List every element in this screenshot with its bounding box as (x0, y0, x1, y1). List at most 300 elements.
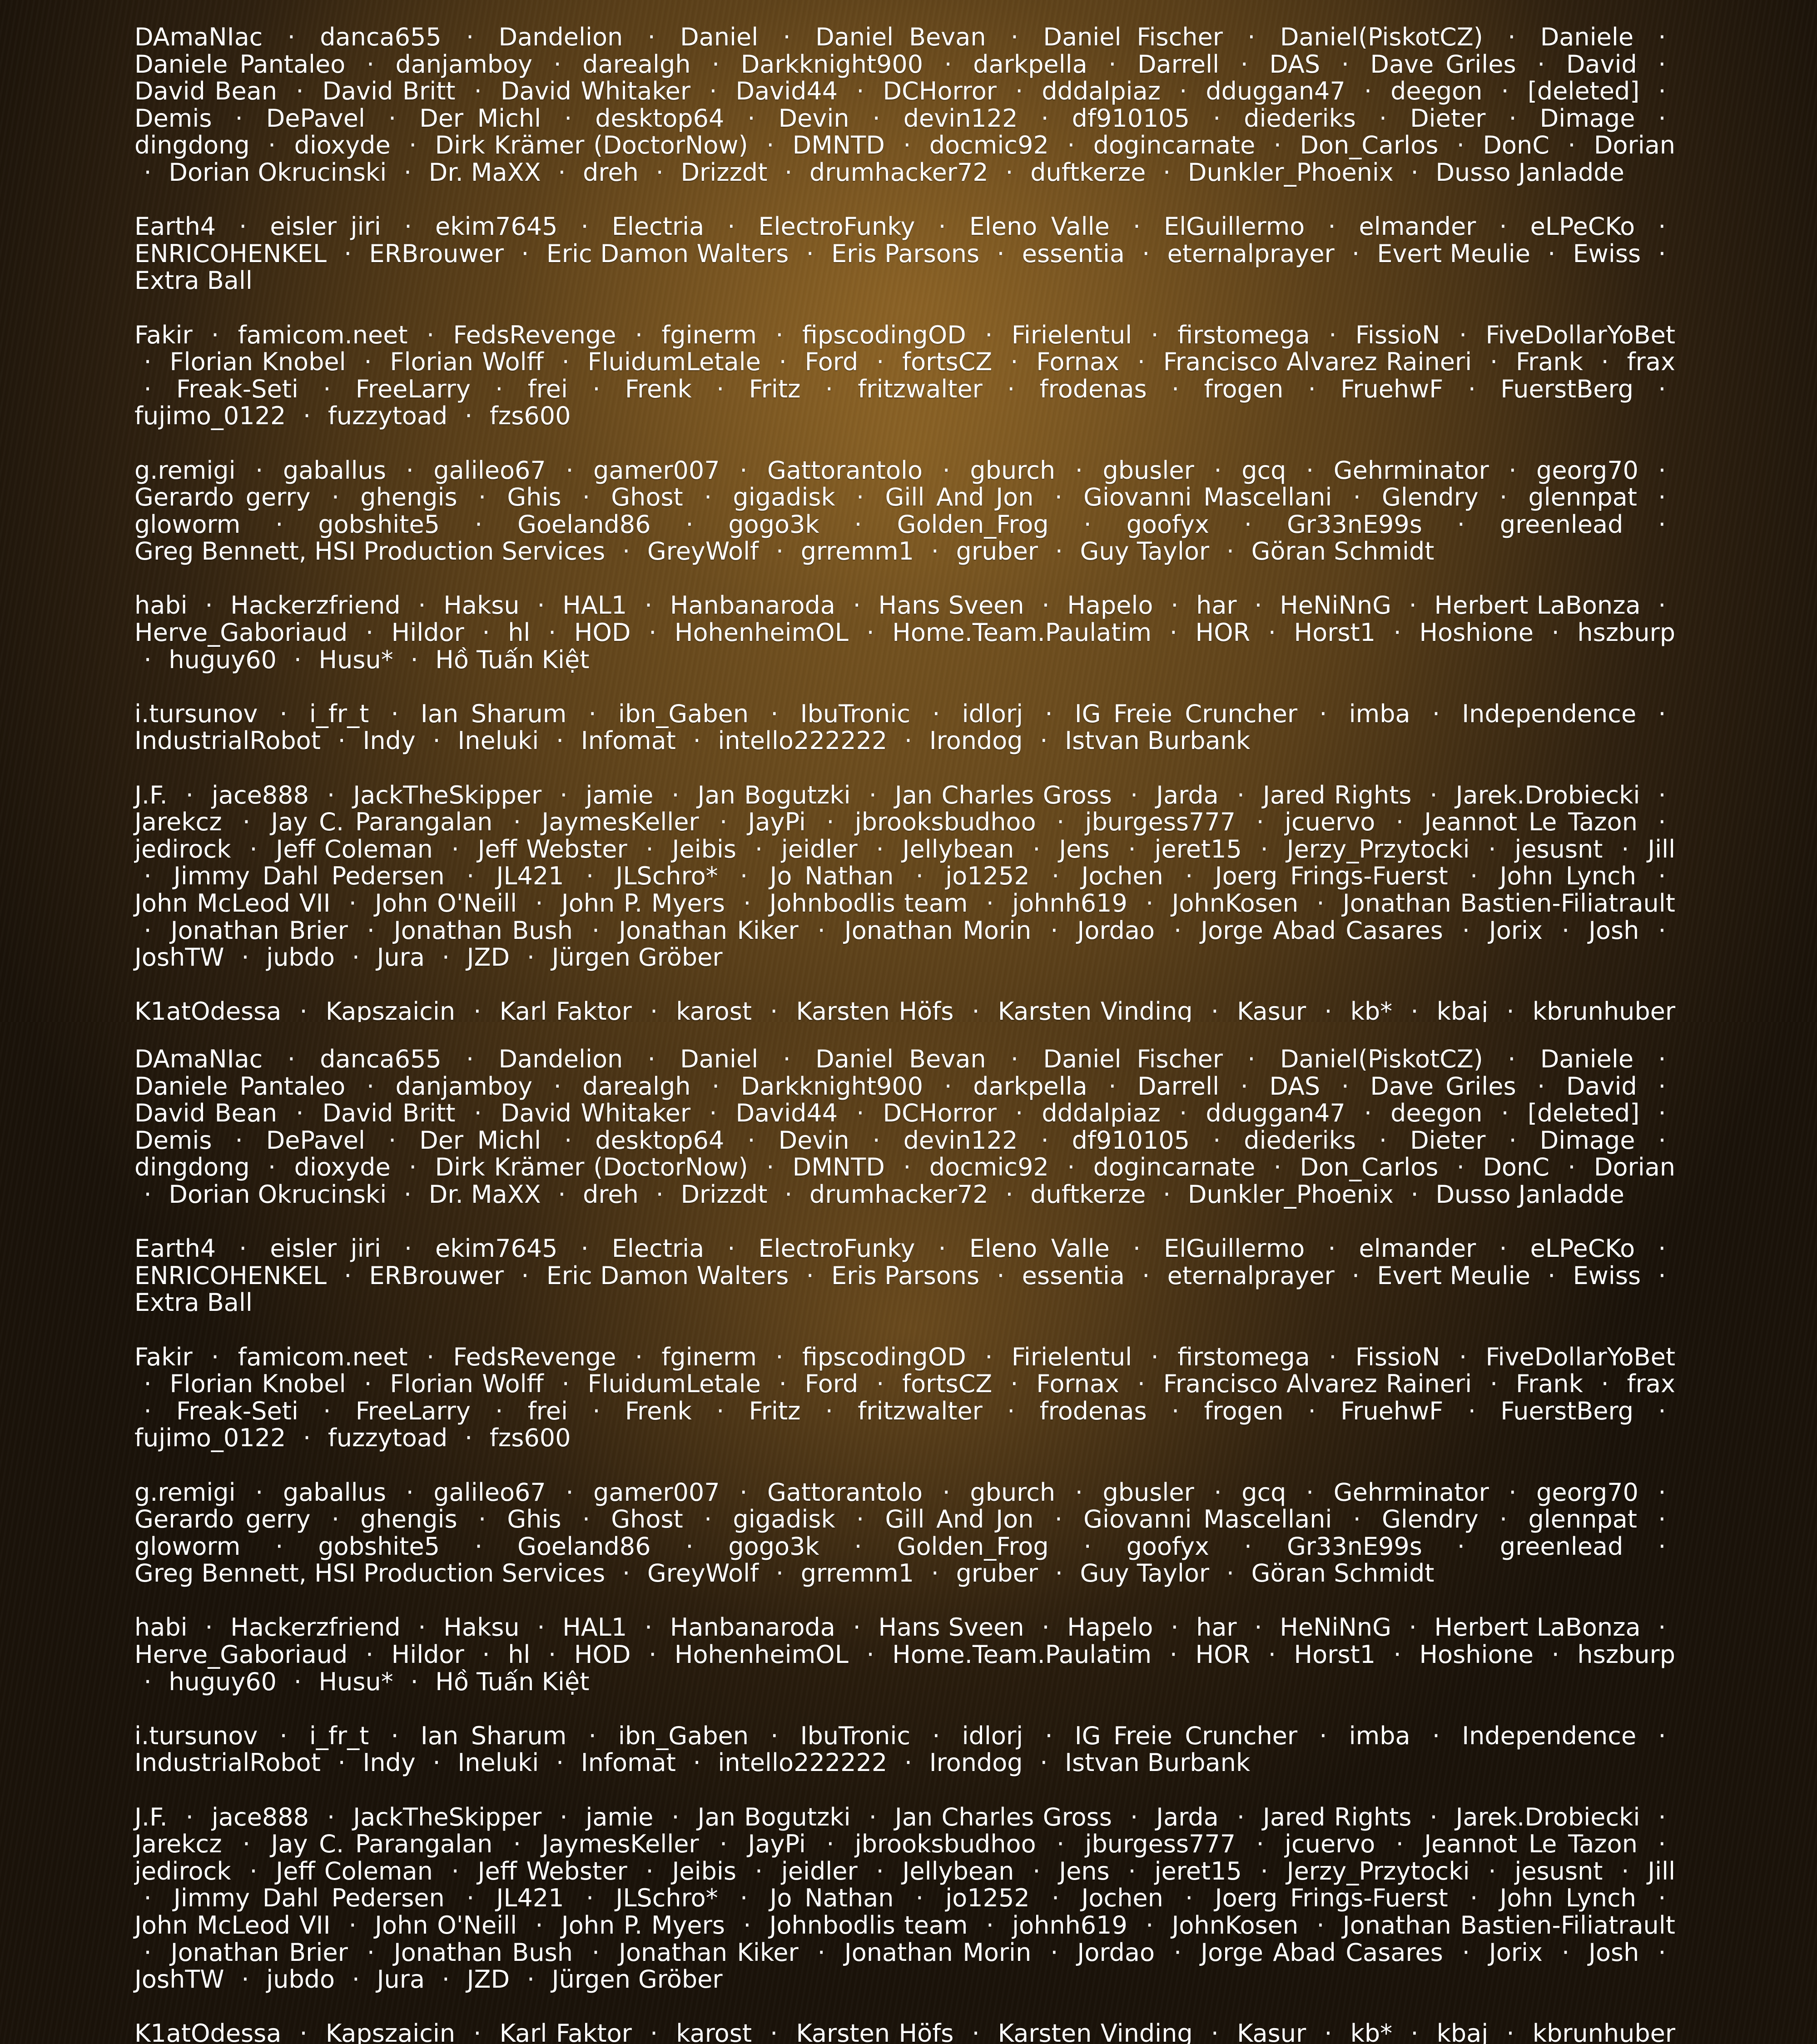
separator-dot: · (1332, 50, 1358, 79)
separator-dot: · (1047, 1830, 1073, 1858)
contributor-name: IbuTronic (800, 700, 910, 728)
separator-dot: · (1342, 1261, 1369, 1290)
separator-dot: · (465, 77, 491, 105)
separator-dot: · (662, 1803, 689, 1831)
contributor-name: Goeland86 (517, 510, 650, 539)
separator-dot: · (1401, 1180, 1428, 1209)
separator-dot: · (1201, 2019, 1228, 2044)
contributor-name: Dorian (1594, 1153, 1675, 1181)
contributor-name: Kapszaicin (326, 2019, 455, 2044)
separator-dot: · (700, 1099, 726, 1127)
contributor-name: Jan Bogutzki (698, 781, 851, 809)
separator-dot: · (710, 808, 736, 836)
contributor-name: FruehwF (1340, 375, 1443, 403)
separator-dot: · (1307, 1911, 1334, 1940)
separator-dot: · (977, 1911, 1003, 1940)
separator-dot: · (1453, 1938, 1479, 1967)
contributor-name: HeNiNnG (1280, 591, 1391, 620)
contributor-name: Drizzdt (680, 1180, 767, 1209)
contributor-name: Jared Rights (1263, 781, 1411, 809)
separator-dot: · (1315, 997, 1341, 1022)
separator-dot: · (774, 1045, 800, 1073)
contributor-name: johnh619 (1012, 889, 1127, 918)
separator-dot: · (571, 1234, 598, 1263)
contributor-name: Jochen (1082, 862, 1163, 890)
contributor-name: JoshTW (134, 1965, 224, 1994)
contributor-name: Der Michl (419, 1126, 541, 1155)
contributor-name: fritzwalter (858, 375, 983, 403)
separator-dot: · (1612, 835, 1638, 863)
contributor-name: Jonathan Morin (844, 916, 1032, 945)
contributor-name: Independence (1462, 1722, 1636, 1750)
contributor-name: Ford (805, 347, 859, 376)
contributor-name: jburgess777 (1085, 1830, 1236, 1858)
separator-dot: · (1001, 23, 1028, 51)
separator-dot: · (202, 321, 228, 349)
separator-dot: · (847, 1099, 874, 1127)
separator-dot: · (730, 1478, 757, 1507)
separator-dot: · (1023, 835, 1050, 863)
separator-dot: · (847, 483, 874, 511)
contributor-name: darealgh (582, 1072, 690, 1101)
contributor-name: FuerstBerg (1500, 1397, 1633, 1425)
contributor-name: i_fr_t (309, 700, 369, 728)
separator-dot: · (1160, 618, 1187, 647)
separator-dot: · (549, 158, 575, 187)
contributor-name: Hồ Tuấn Kiệt (435, 1667, 589, 1696)
contributor-name: Hackerzfriend (230, 1613, 400, 1642)
contributor-name: dddalpiaz (1042, 77, 1161, 105)
separator-dot: · (1299, 1397, 1325, 1425)
separator-dot: · (134, 1397, 161, 1425)
separator-dot: · (1386, 808, 1413, 836)
contributor-name: Devin (779, 1126, 849, 1155)
separator-dot: · (1264, 131, 1291, 159)
separator-dot: · (1649, 862, 1675, 890)
contributor-name: ENRICOHENKEL (134, 1261, 327, 1290)
contributor-name: Josh (1589, 916, 1639, 945)
contributor-name: jamie (586, 1803, 653, 1831)
separator-dot: · (769, 1369, 796, 1398)
contributor-name: Jerzy_Przytocki (1287, 835, 1470, 863)
separator-dot: · (1649, 239, 1675, 268)
separator-dot: · (1164, 916, 1191, 945)
contributor-name: Hồ Tuấn Kiệt (435, 645, 589, 674)
separator-dot: · (1033, 591, 1059, 620)
contributor-name: darkpella (973, 50, 1087, 79)
contributor-name: Ford (805, 1369, 859, 1398)
separator-dot: · (1528, 50, 1554, 79)
contributor-name: John P. Myers (561, 1911, 725, 1940)
contributor-name: FissioN (1355, 1343, 1440, 1371)
separator-dot: · (486, 375, 512, 403)
separator-dot: · (134, 1369, 161, 1398)
separator-dot: · (1499, 1045, 1525, 1073)
separator-dot: · (1201, 997, 1228, 1022)
contributor-name: Don_Carlos (1300, 131, 1438, 159)
separator-dot: · (1319, 1234, 1345, 1263)
contributor-name: jcuervo (1285, 808, 1375, 836)
separator-dot: · (582, 1938, 609, 1967)
contributor-name: Devin (779, 104, 849, 133)
separator-dot: · (579, 1722, 606, 1750)
contributor-name: HohenheimOL (675, 1640, 849, 1669)
contributor-name: Independence (1462, 700, 1636, 728)
contributor-name: frax (1627, 347, 1675, 376)
contributor-name: John Lynch (1499, 862, 1636, 890)
separator-dot: · (395, 212, 421, 241)
contributor-name: danjamboy (396, 50, 533, 79)
contributor-name: Jens (1059, 835, 1110, 863)
contributor-name: gogo3k (728, 510, 819, 539)
separator-dot: · (583, 375, 610, 403)
separator-dot: · (977, 889, 1003, 918)
contributor-name: desktop64 (595, 104, 724, 133)
contributor-name: Golden_Frog (897, 1532, 1049, 1561)
separator-dot: · (845, 1532, 871, 1561)
contributor-name: HAL1 (562, 591, 627, 620)
separator-dot: · (703, 1072, 729, 1101)
separator-dot: · (626, 1343, 652, 1371)
contributor-name: Jonathan Morin (844, 1938, 1032, 1967)
contributor-name: JayPi (748, 1830, 806, 1858)
contributor-name: Kasur (1237, 997, 1306, 1022)
separator-dot: · (1205, 1478, 1231, 1507)
separator-dot: · (226, 1126, 252, 1155)
separator-dot: · (1649, 23, 1675, 51)
contributor-name: JLSchro* (616, 1884, 718, 1912)
separator-dot: · (766, 1343, 793, 1371)
separator-dot: · (335, 239, 361, 268)
separator-dot: · (1162, 1397, 1189, 1425)
separator-dot: · (996, 158, 1023, 187)
contributor-name: docmic92 (929, 1153, 1049, 1181)
separator-dot: · (1204, 104, 1230, 133)
contributor-name: gloworm (134, 510, 240, 539)
contributor-name: Jimmy Dahl Pedersen (174, 862, 445, 890)
separator-dot: · (284, 1667, 311, 1696)
contributor-name: DonC (1483, 131, 1549, 159)
contributor-name: Herve_Gaboriaud (134, 618, 348, 647)
separator-dot: · (546, 1748, 573, 1777)
contributor-name: David Whitaker (501, 77, 690, 105)
contributor-name: ENRICOHENKEL (134, 239, 327, 268)
separator-dot: · (1133, 1261, 1159, 1290)
separator-dot: · (863, 1126, 889, 1155)
contributor-name: Dunkler_Phoenix (1188, 158, 1394, 187)
contributor-name: gobshite5 (318, 1532, 440, 1561)
contributor-name: John O'Neill (375, 889, 517, 918)
contributor-name: IG Freie Cruncher (1075, 1722, 1297, 1750)
separator-dot: · (895, 726, 921, 755)
contributor-name: JZD (467, 943, 510, 972)
separator-dot: · (314, 375, 340, 403)
contributor-name: Eleno Valle (969, 212, 1110, 241)
separator-dot: · (1074, 510, 1101, 539)
contributor-name: duftkerze (1030, 1180, 1146, 1209)
separator-dot: · (1264, 1153, 1291, 1181)
separator-dot: · (1649, 1532, 1675, 1561)
separator-dot: · (134, 347, 161, 376)
contributor-name: fujimo_0122 (134, 1424, 286, 1452)
separator-dot: · (134, 1180, 161, 1209)
separator-dot: · (202, 1343, 228, 1371)
separator-dot: · (1032, 1126, 1058, 1155)
contributor-name: dingdong (134, 1153, 250, 1181)
separator-dot: · (1542, 618, 1569, 647)
separator-dot: · (1401, 997, 1428, 1022)
contributor-name: Jay C. Parangalan (271, 1830, 492, 1858)
contributor-name: diederiks (1244, 104, 1356, 133)
separator-dot: · (1170, 77, 1196, 105)
separator-dot: · (394, 1180, 421, 1209)
contributor-name: DAS (1269, 50, 1320, 79)
separator-dot: · (1162, 375, 1189, 403)
contributor-name: K1atOdessa (134, 997, 281, 1022)
separator-dot: · (1006, 1099, 1033, 1127)
separator-dot: · (1490, 1505, 1517, 1533)
contributor-name: gamer007 (593, 456, 720, 485)
separator-dot: · (1649, 1234, 1675, 1263)
separator-dot: · (1142, 1343, 1168, 1371)
contributor-name: Hanbanaroda (670, 1613, 835, 1642)
contributor-name: Jürgen Gröber (552, 1965, 723, 1994)
separator-dot: · (1299, 375, 1325, 403)
contributor-name: i_fr_t (309, 1722, 369, 1750)
contributor-name: Dieter (1410, 1126, 1485, 1155)
separator-dot: · (1450, 1343, 1476, 1371)
separator-dot: · (1370, 1126, 1396, 1155)
contributor-name: dioxyde (294, 131, 391, 159)
contributor-name: DCHorror (883, 1099, 997, 1127)
contributor-name: HohenheimOL (675, 618, 849, 647)
contributor-name: Home.Team.Paulatim (892, 618, 1152, 647)
separator-dot: · (761, 700, 788, 728)
separator-dot: · (457, 862, 484, 890)
separator-dot: · (278, 1045, 304, 1073)
contributor-name: Infomat (581, 1748, 676, 1777)
contributor-name: hl (508, 1640, 530, 1669)
contributor-name: galileo67 (433, 1478, 546, 1507)
separator-dot: · (867, 1369, 894, 1398)
contributor-name: JackTheSkipper (353, 781, 541, 809)
separator-dot: · (1649, 375, 1675, 403)
separator-dot: · (134, 1884, 161, 1912)
separator-dot: · (134, 375, 161, 403)
contributor-name: df910105 (1072, 1126, 1190, 1155)
separator-dot: · (401, 645, 427, 674)
contributor-name: Jordao (1077, 916, 1155, 945)
contributor-name: Jonathan Brier (171, 1938, 348, 1967)
separator-dot: · (635, 1613, 661, 1642)
contributor-name: ekim7645 (435, 1234, 558, 1263)
contributor-name: Guy Taylor (1080, 1559, 1210, 1588)
contributor-name: Dorian Okrucinski (169, 158, 387, 187)
contributor-name: Florian Knobel (170, 347, 346, 376)
contributor-name: Jeannot Le Tazon (1424, 1830, 1638, 1858)
contributor-name: fipscodingOD (802, 321, 966, 349)
separator-dot: · (1528, 1072, 1554, 1101)
separator-dot: · (1492, 1099, 1518, 1127)
separator-dot: · (1046, 1559, 1072, 1588)
contributor-name: Ineluki (457, 1748, 539, 1777)
separator-dot: · (357, 916, 384, 945)
contributor-name: devin122 (904, 104, 1018, 133)
separator-dot: · (640, 997, 667, 1022)
contributor-name: Jochen (1082, 1884, 1163, 1912)
separator-dot: · (379, 1126, 405, 1155)
contributor-name: J.F. (134, 781, 168, 809)
contributor-name: Eric Damon Walters (546, 239, 789, 268)
separator-dot: · (504, 1830, 530, 1858)
separator-dot: · (1121, 1803, 1147, 1831)
contributor-name: fginerm (661, 1343, 757, 1371)
contributor-name: Daniel Bevan (815, 1045, 986, 1073)
separator-dot: · (718, 212, 745, 241)
separator-dot: · (176, 1803, 203, 1831)
contributor-name: David Whitaker (501, 1099, 690, 1127)
separator-dot: · (638, 23, 665, 51)
separator-dot: · (1552, 1938, 1579, 1967)
contributor-name: gamer007 (593, 1478, 720, 1507)
separator-dot: · (638, 1045, 665, 1073)
separator-dot: · (710, 1830, 736, 1858)
separator-dot: · (1480, 347, 1507, 376)
separator-dot: · (417, 321, 443, 349)
separator-dot: · (134, 158, 161, 187)
separator-dot: · (318, 781, 344, 809)
contributor-name: FluidumLetale (588, 1369, 761, 1398)
separator-dot: · (1649, 510, 1675, 539)
contributor-name: David (1566, 50, 1637, 79)
separator-dot: · (287, 77, 313, 105)
contributor-name: frodenas (1040, 1397, 1147, 1425)
separator-dot: · (1133, 239, 1159, 268)
contributor-name: K1atOdessa (134, 2019, 281, 2044)
separator-dot: · (1006, 77, 1033, 105)
separator-dot: · (1036, 1722, 1062, 1750)
contributor-name: ghengis (360, 483, 457, 511)
contributor-name: Horst1 (1294, 618, 1376, 647)
separator-dot: · (1297, 1478, 1323, 1507)
separator-dot: · (1499, 104, 1526, 133)
contributor-name: Freak-Seti (176, 375, 298, 403)
contributor-name: jeidler (781, 835, 858, 863)
contributor-name: Jonathan Kiker (619, 1938, 799, 1967)
contributor-name: Jan Charles Gross (895, 781, 1112, 809)
contributor-name: greenlead (1500, 1532, 1623, 1561)
contributor-name: HOD (574, 618, 631, 647)
contributor-name: Frenk (625, 1397, 692, 1425)
separator-dot: · (734, 889, 760, 918)
contributor-name: Giovanni Mascellani (1083, 483, 1332, 511)
contributor-name: kbrunhuber (1533, 997, 1675, 1022)
separator-dot: · (757, 1153, 784, 1181)
separator-dot: · (1499, 456, 1526, 485)
contributor-name: Daniele Pantaleo (134, 50, 345, 79)
contributor-name: Jan Bogutzki (698, 1803, 851, 1831)
separator-dot: · (240, 1857, 267, 1885)
contributor-name: essentia (1022, 1261, 1125, 1290)
separator-dot: · (859, 1803, 886, 1831)
contributor-name: habi (134, 1613, 188, 1642)
contributor-name: Daniele Pantaleo (134, 1072, 345, 1101)
separator-dot: · (929, 1234, 955, 1263)
contributor-name: Darkknight900 (741, 1072, 923, 1101)
contributor-name: Frank (1516, 347, 1583, 376)
contributor-name: jeret15 (1154, 835, 1241, 863)
separator-dot: · (1251, 1857, 1277, 1885)
separator-dot: · (409, 591, 435, 620)
contributor-name: Golden_Frog (897, 510, 1049, 539)
separator-dot: · (397, 1478, 423, 1507)
separator-dot: · (230, 1234, 256, 1263)
separator-dot: · (1058, 1153, 1084, 1181)
separator-dot: · (1170, 1099, 1196, 1127)
separator-dot: · (761, 1722, 788, 1750)
contributor-name: Jay C. Parangalan (271, 808, 492, 836)
contributor-name: Eris Parsons (831, 239, 979, 268)
separator-dot: · (1128, 347, 1154, 376)
separator-dot: · (1649, 1830, 1675, 1858)
separator-dot: · (1245, 1613, 1271, 1642)
contributor-name: Jill (1648, 835, 1675, 863)
contributor-name: ElectroFunky (758, 1234, 915, 1263)
contributor-name: Jonathan Bastien-Filiatrault (1343, 1911, 1675, 1940)
separator-dot: · (1119, 835, 1145, 863)
separator-dot: · (1355, 77, 1381, 105)
contributor-name: frei (528, 375, 568, 403)
contributor-name: Ian Sharum (421, 700, 567, 728)
contributor-name: Karsten Vinding (998, 997, 1193, 1022)
contributor-name: David Britt (322, 1099, 455, 1127)
separator-dot: · (635, 591, 661, 620)
contributor-name: Eris Parsons (831, 1261, 979, 1290)
separator-dot: · (226, 104, 252, 133)
contributor-name: eisler jiri (270, 1234, 381, 1263)
contributor-name: dioxyde (294, 1153, 391, 1181)
separator-dot: · (576, 862, 603, 890)
contributor-name: Frenk (625, 375, 692, 403)
separator-dot: · (1307, 889, 1334, 918)
separator-dot: · (469, 483, 495, 511)
contributor-name: Eric Damon Walters (546, 1261, 789, 1290)
contributor-name: dduggan47 (1206, 77, 1345, 105)
separator-dot: · (284, 645, 311, 674)
contributor-name: Josh (1589, 1938, 1639, 1967)
separator-dot: · (1320, 1343, 1346, 1371)
separator-dot: · (355, 347, 381, 376)
contributor-name: Kapszaicin (326, 997, 455, 1022)
contributor-name: jubdo (266, 1965, 335, 1994)
separator-dot: · (1001, 347, 1028, 376)
separator-dot: · (1460, 862, 1487, 890)
contributor-name: fuzzytoad (328, 1424, 447, 1452)
separator-dot: · (676, 1532, 703, 1561)
contributor-name: Fritz (749, 375, 801, 403)
contributor-name: fzs600 (490, 402, 571, 430)
separator-dot: · (1238, 23, 1265, 51)
separator-dot: · (526, 1911, 552, 1940)
contributor-name: Jorix (1489, 916, 1543, 945)
separator-dot: · (357, 50, 383, 79)
separator-dot: · (504, 808, 530, 836)
separator-dot: · (1492, 77, 1518, 105)
contributor-name: Jeff Coleman (276, 835, 433, 863)
separator-dot: · (335, 1261, 361, 1290)
separator-dot: · (456, 402, 482, 430)
contributor-name: Fakir (134, 1343, 193, 1371)
